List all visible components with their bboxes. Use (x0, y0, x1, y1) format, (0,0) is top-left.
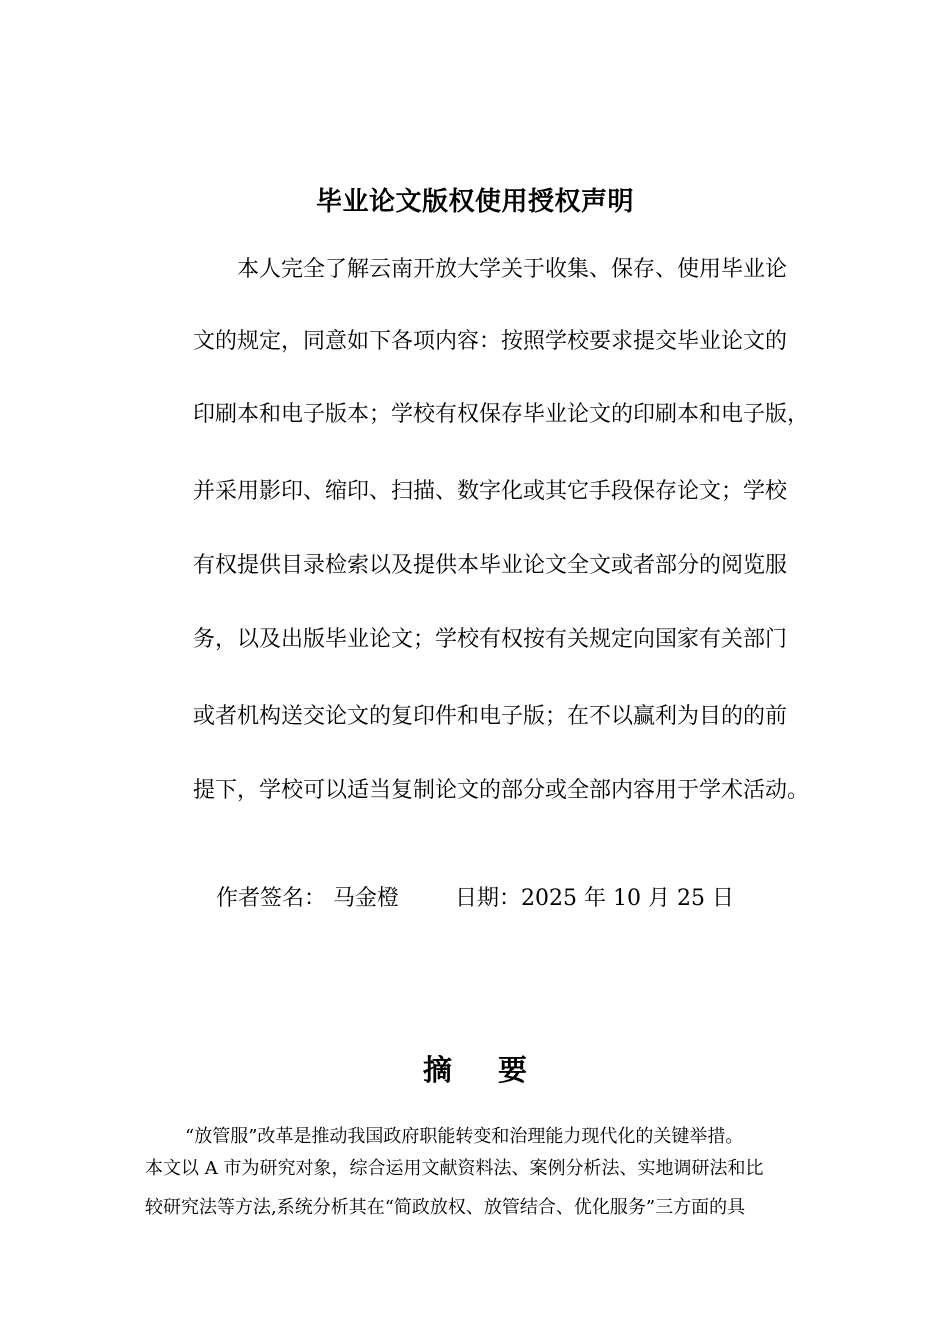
declaration-title: 毕业论文版权使用授权声明 (315, 187, 634, 217)
declaration-line-3: 印刷本和电子版本；学校有权保存毕业论文的印刷本和电子版， (193, 402, 810, 427)
declaration-line-8: 提下，学校可以适当复制论文的部分或全部内容用于学术活动。 (193, 778, 810, 803)
author-name: 马金橙 (333, 886, 400, 911)
declaration-line-7: 或者机构送交论文的复印件和电子版；在不以赢利为目的的前 (193, 704, 788, 729)
declaration-line-5: 有权提供目录检索以及提供本毕业论文全文或者部分的阅览服 (193, 553, 788, 578)
abstract-line-2: 本文以 A 市为研究对象，综合运用文献资料法、案例分析法、实地调研法和比 (145, 1158, 764, 1179)
declaration-line-4: 并采用影印、缩印、扫描、数字化或其它手段保存论文；学校 (193, 479, 788, 504)
abstract-title: 摘 要 (422, 1053, 546, 1087)
declaration-line-2: 文的规定，同意如下各项内容：按照学校要求提交毕业论文的 (193, 329, 788, 354)
date-label: 日期： (455, 886, 522, 911)
abstract-line-3: 较研究法等方法,系统分析其在“简政放权、放管结合、优化服务”三方面的具 (145, 1197, 746, 1218)
declaration-line-6: 务，以及出版毕业论文；学校有权按有关规定向国家有关部门 (193, 627, 788, 652)
signature-date: 2025 年 10 月 25 日 (521, 886, 734, 911)
declaration-line-1: 本人完全了解云南开放大学关于收集、保存、使用毕业论 (237, 257, 788, 282)
signature-line (0, 884, 950, 914)
author-signature-label: 作者签名： (216, 886, 327, 911)
abstract-line-1: “放管服”改革是推动我国政府职能转变和治理能力现代化的关键举措。 (185, 1126, 744, 1147)
